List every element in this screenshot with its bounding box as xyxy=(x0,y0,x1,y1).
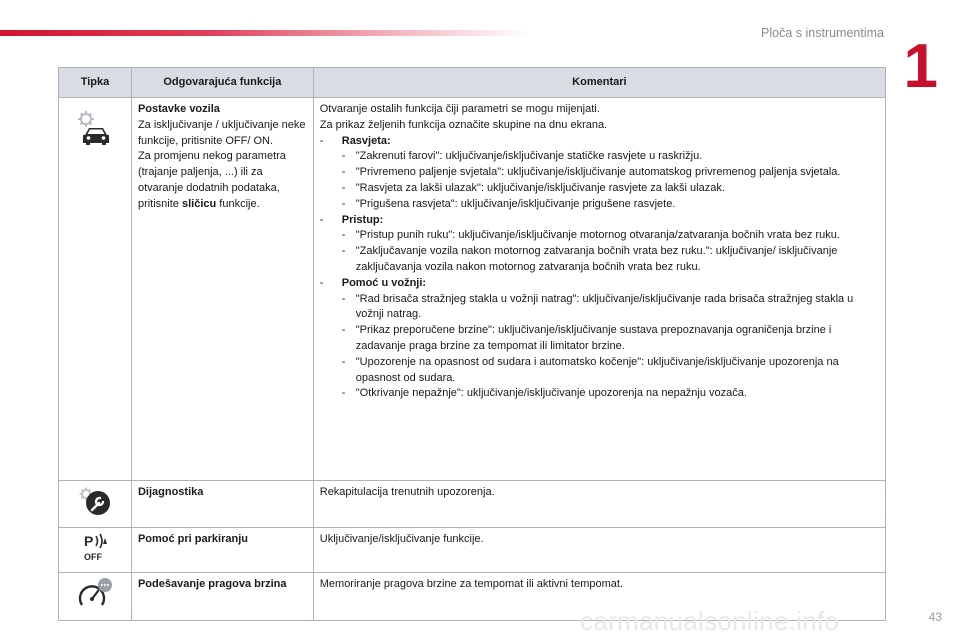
diagnostics-wrench-icon xyxy=(77,485,113,517)
svg-text:P: P xyxy=(83,532,94,549)
icon-cell xyxy=(59,98,132,481)
column-header: Komentari xyxy=(313,68,885,98)
list-item: - "Prigušena rasvjeta": uključivanje/isključivanje prigušene rasvjete. xyxy=(341,197,676,210)
function-text: Za promjenu nekog parametra (trajanje paljenja, ...) ili za otvaranje dodatnih podataka, pritisnite sličicu funkcije. xyxy=(137,150,286,210)
function-title: Podešavanje pragova brzina xyxy=(137,577,287,590)
list-item: - "Rasvjeta za lakši ulazak": uključivanje/isključivanje rasvjete za lakši ulazak. xyxy=(341,181,725,194)
function-cell xyxy=(131,481,313,528)
list-item: - "Otkrivanje nepažnje": uključivanje/isključivanje upozorenja na nepažnju vozača. xyxy=(341,387,747,400)
section-heading: - Rasvjeta: xyxy=(319,134,391,147)
section-heading: - Pristup: xyxy=(319,213,384,226)
svg-text:OFF: OFF xyxy=(83,551,102,562)
table-row xyxy=(59,98,886,481)
list-item: - "Privremeno paljenje svjetala": uključivanje/isključivanje automatskog privremenog paljenja svjetala. xyxy=(341,166,841,179)
function-title: Postavke vozila xyxy=(137,103,220,115)
icon-cell xyxy=(59,572,132,621)
comment-cell xyxy=(313,98,885,481)
list-item: - "Zaključavanje vozila nakon motornog zatvaranja bočnih vrata bez ruku.": uključivanje/ isključivanje zaključavanja vozila nakon motornog zatvaranja bočnih vrata bez ruku. xyxy=(341,245,838,273)
section-heading: - Pomoć u vožnji: xyxy=(319,276,427,289)
icon-cell xyxy=(59,481,132,528)
list-item: - "Pristup punih ruku": uključivanje/isključivanje motornog otvaranja/zatvaranja bočnih vrata bez ruku. xyxy=(341,229,840,242)
speed-thresholds-icon xyxy=(76,577,114,611)
icon-cell xyxy=(59,527,132,572)
section-title: Ploča s instrumentima xyxy=(761,26,884,40)
table-header-row xyxy=(59,68,886,98)
table-row xyxy=(59,527,886,572)
watermark: carmanualsonline.info xyxy=(580,606,840,636)
header-accent-bar xyxy=(0,30,530,36)
function-cell xyxy=(131,527,313,572)
list-item: - "Rad brisača stražnjeg stakla u vožnji natrag": uključivanje/isključivanje rada brisača stražnjeg stakla u vožnji natrag. xyxy=(341,292,854,321)
function-cell xyxy=(131,98,313,481)
function-title: Pomoć pri parkiranju xyxy=(137,532,248,545)
comment-text: Uključivanje/isključivanje funkcije. xyxy=(319,532,484,545)
functions-table xyxy=(58,67,886,621)
comment-intro: Otvaranje ostalih funkcija čiji parametri se mogu mijenjati. xyxy=(319,103,600,115)
chapter-number: 1 xyxy=(903,32,938,101)
function-title: Dijagnostika xyxy=(137,486,204,498)
function-cell xyxy=(131,572,313,621)
parking-sensor-off-icon xyxy=(78,532,112,562)
comment-intro: Za prikaz željenih funkcija označite skupine na dnu ekrana. xyxy=(319,118,608,131)
list-item: - "Zakrenuti farovi": uključivanje/isključivanje statičke rasvjete u raskrižju. xyxy=(341,150,703,163)
comment-text: Memoriranje pragova brzine za tempomat ili aktivni tempomat. xyxy=(319,577,623,590)
column-header: Tipka xyxy=(59,68,132,98)
page-number: 43 xyxy=(928,610,942,624)
car-settings-icon xyxy=(75,108,115,148)
comment-text: Rekapitulacija trenutnih upozorenja. xyxy=(319,486,495,498)
function-text: Za isključivanje / uključivanje neke funkcije, pritisnite OFF/ ON. xyxy=(137,118,306,147)
list-item: - "Upozorenje na opasnost od sudara i automatsko kočenje": uključivanje/isključivanje upozorenja na opasnost od sudara. xyxy=(341,355,839,384)
comment-cell xyxy=(313,481,885,528)
list-item: - "Prikaz preporučene brzine": uključivanje/isključivanje sustava prepoznavanja ograničenja brzine i zadavanje praga brzine za tempomat ili limitator brzine. xyxy=(341,324,832,352)
comment-cell xyxy=(313,527,885,572)
table-row xyxy=(59,481,886,528)
column-header: Odgovarajuća funkcija xyxy=(131,68,313,98)
